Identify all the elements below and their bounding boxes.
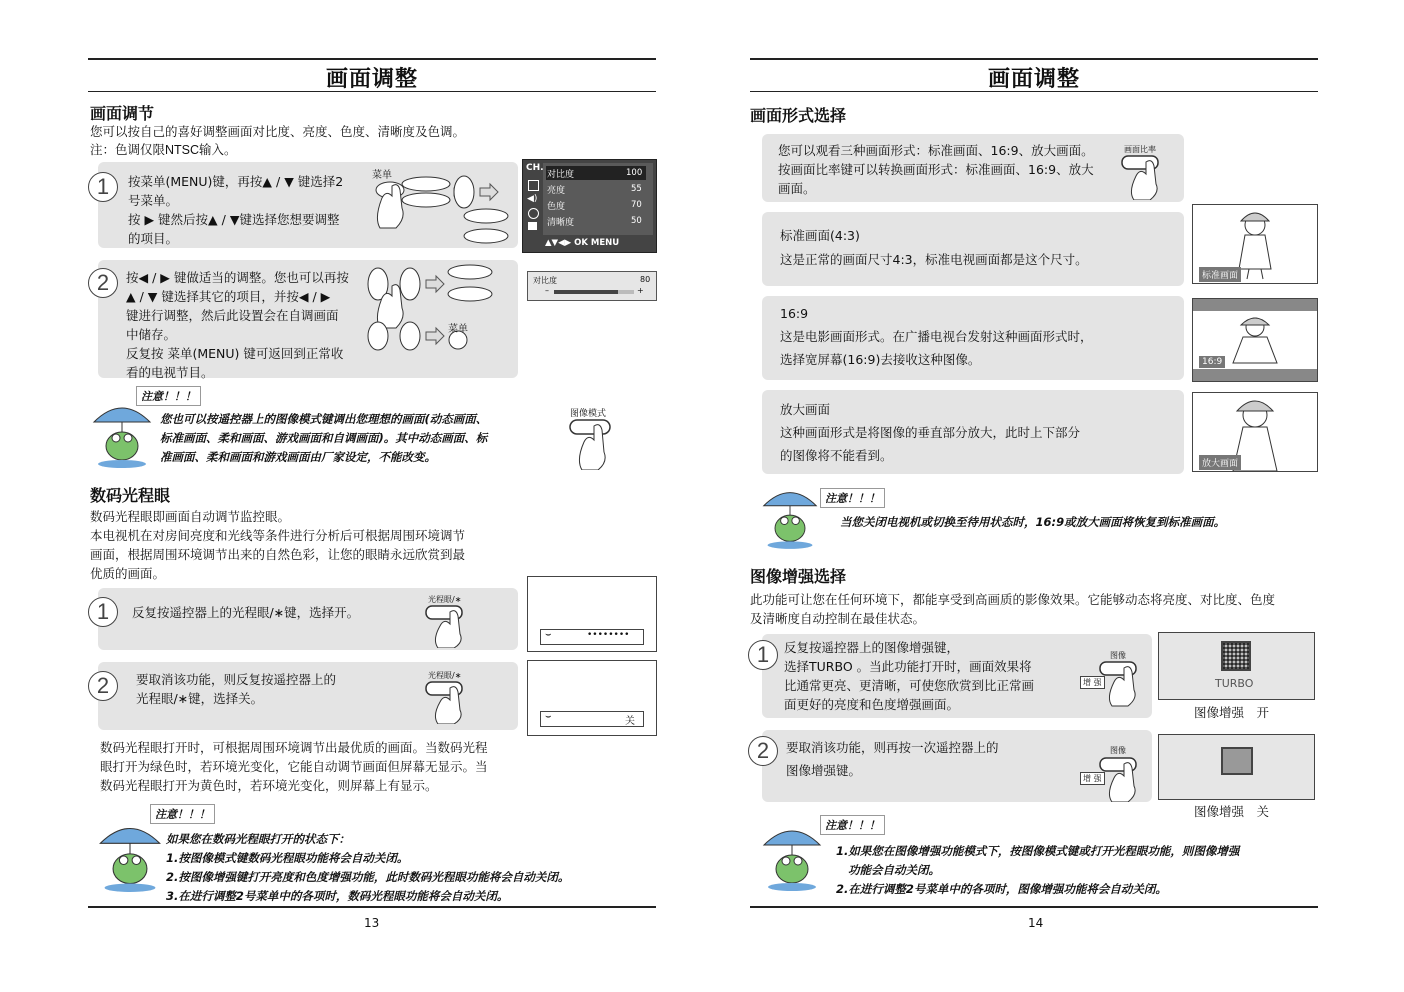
section-heading-light-eye: 数码光程眼 [90, 486, 171, 505]
osd-bar-minus: – [545, 286, 549, 295]
step-number-1: 1 [88, 597, 118, 627]
osd-row-value: 55 [631, 184, 642, 194]
section-heading-enhance: 图像增强选择 [750, 567, 847, 586]
step-number-2: 2 [88, 671, 118, 701]
remote-hand-icon [366, 264, 518, 354]
turbo-screen-text: TURBO [1215, 677, 1254, 690]
menu-button-label: 菜单 [448, 324, 468, 335]
note-tag: 注意！！！ [150, 804, 215, 824]
enhance-step2-text: 要取消该功能，则再按一次遥控器上的 图像增强键。 [786, 740, 999, 778]
step2-text: 按◀ / ▶ 键做适当的调整。您也可以再按 ▲ / ▼ 键选择其它的项目，并按◀ / ▶ 键进行调整，然后此设置会在自调画面 中储存。 反复按 菜单(MENU) 键可返回到正常收 看的电视节目。 [126, 270, 349, 380]
aspect-mode-desc: 这是电影画面形式。在广播电视台发射这种画面形式时， 选择宽屏幕(16:9)去接收这种图像。 [780, 329, 1093, 367]
aspect-button-label: 画面比率 [1124, 145, 1156, 154]
letterbox-bottom [1193, 369, 1317, 381]
osd-row-name: 对比度 [547, 170, 575, 180]
enhance-off-icon [1221, 747, 1253, 775]
light-eye-intro: 数码光程眼即画面自动调节监控眼。 本电视机在对房间亮度和光线等条件进行分析后可根据周围环境调节 画面，根据周围环境调节出来的自然色彩，让您的眼睛永远欣赏到最 优质的画面。 [90, 509, 466, 581]
aspect-intro-text: 您可以观看三种画面形式：标准画面、16:9、放大画面。 按画面比率键可以转换画面形式：标准画面、16:9、放大 画面。 [778, 143, 1094, 196]
picture-mode-button-label: 图像模式 [570, 409, 607, 419]
osd-row-value: 100 [626, 168, 643, 178]
osd-bar-name: 对比度 [533, 276, 557, 285]
note-tag: 注意！！！ [136, 386, 201, 406]
light-eye-step2-text: 要取消该功能，则反复按遥控器上的 光程眼/∗键，选择关。 [136, 672, 337, 706]
light-eye-icon: ⌣ [545, 629, 552, 640]
osd-row-name: 清晰度 [547, 218, 575, 228]
section-heading-aspect: 画面形式选择 [750, 106, 847, 125]
remote-hand-icon [368, 168, 518, 246]
aspect-mode-box [762, 212, 1184, 286]
enhance-button-top-label: 图像 [1110, 746, 1126, 755]
osd-bar-value: 80 [640, 275, 651, 284]
turbo-icon [1221, 641, 1251, 671]
enhance-button-icon [1098, 756, 1150, 802]
step-number-2: 2 [748, 736, 778, 766]
aspect-preview-tag: 标准画面 [1199, 267, 1241, 282]
aspect-preview-wide [1192, 298, 1318, 382]
aspect-preview-tag: 放大画面 [1199, 455, 1241, 470]
osd-bar-fill [554, 290, 618, 294]
aspect-button-icon [1120, 154, 1172, 200]
intro-note-line: 注：色调仅限NTSC输入。 [90, 143, 237, 157]
aspect-preview-zoom [1192, 392, 1318, 472]
light-eye-button-icon [424, 604, 476, 648]
aspect-mode-title: 16:9 [780, 306, 809, 321]
section-heading-picture-adjust: 画面调节 [90, 104, 155, 123]
step-number-1: 1 [748, 640, 778, 670]
note-tag: 注意！！！ [820, 488, 885, 508]
letterbox-top [1193, 299, 1317, 311]
menu-button-label: 菜单 [372, 170, 392, 181]
osd-clock-icon [528, 208, 539, 219]
osd-picture-icon [528, 180, 539, 191]
intro-line: 您可以按自己的喜好调整画面对比度、亮度、色度、清晰度及色调。 [90, 124, 466, 139]
enhance-button-top-label: 图像 [1110, 651, 1126, 660]
light-eye-button-label: 光程眼/∗ [428, 671, 462, 680]
osd-row-value: 50 [631, 216, 642, 226]
osd-lock-icon [528, 222, 537, 230]
frog-umbrella-icon [760, 822, 824, 892]
aspect-preview-tag: 16:9 [1199, 356, 1225, 368]
frog-umbrella-icon [96, 820, 164, 892]
page-number: 14 [1028, 916, 1044, 930]
enhance-button-side-label: 增 强 [1080, 772, 1105, 785]
note-text: 您也可以按遥控器上的图像模式键调出您理想的画面(动态画面、 标准画面、柔和画面、游戏画面和自调画面)。其中动态画面、标 准画面、柔和画面和游戏画面由厂家设定，不能改变。 [160, 412, 488, 464]
osd-screen [527, 660, 657, 736]
osd-footer: ▲▼◀▶ OK MENU [545, 238, 620, 248]
left-page-title: 画面调整 [325, 67, 418, 92]
note-text: 1.如果您在图像增强功能模式下，按图像模式键或打开光程眼功能，则图像增强 功能会自动关闭。 2.在进行调整2号菜单中的各项时，图像增强功能将会自动关闭。 [836, 844, 1240, 896]
osd-row-name: 色度 [547, 202, 566, 212]
enhance-button-side-label: 增 强 [1080, 676, 1105, 689]
note-text: 如果您在数码光程眼打开的状态下： 1.按图像模式键数码光程眼功能将会自动关闭。 2.按图像增强键打开亮度和色度增强功能，此时数码光程眼功能将会自动关闭。 3.在进行调整2号菜单中的各项时，数码光程眼功能将会自动关闭。 [166, 832, 570, 903]
light-eye-description: 数码光程眼打开时，可根据周围环境调节出最优质的画面。当数码光程 眼打开为绿色时，若环境光变化，它能自动调节画面但屏幕无显示。当 数码光程眼打开为黄色时，若环境光变化，则屏幕上有显示。 [100, 740, 488, 793]
frog-umbrella-icon [760, 484, 820, 550]
light-eye-button-label: 光程眼/∗ [428, 595, 462, 604]
osd-status-value: •••••••• [587, 630, 630, 640]
osd-menu [522, 159, 657, 253]
note-text: 当您关闭电视机或切换至待用状态时，16:9或放大画面将恢复到标准画面。 [840, 515, 1226, 529]
page-number: 13 [364, 916, 380, 930]
aspect-preview-standard [1192, 204, 1318, 284]
enhance-preview-on [1158, 632, 1315, 700]
aspect-mode-title: 放大画面 [780, 402, 831, 417]
light-eye-step1-text: 反复按遥控器上的光程眼/∗键，选择开。 [132, 605, 360, 620]
osd-bar-plus: + [637, 286, 644, 295]
osd-channel-icon: CH. [526, 163, 544, 173]
osd-status-value: 关 [625, 716, 635, 727]
aspect-mode-desc: 这种画面形式是将图像的垂直部分放大，此时上下部分 的图像将不能看到。 [780, 425, 1081, 463]
enhance-preview-off [1158, 734, 1315, 800]
enhance-caption-off: 图像增强 关 [1194, 804, 1270, 819]
osd-row-name: 亮度 [547, 186, 566, 196]
right-page-title: 画面调整 [987, 67, 1080, 92]
osd-row-value: 70 [631, 200, 642, 210]
note-tag: 注意！！！ [820, 815, 885, 835]
osd-bar-track [554, 290, 634, 294]
step-number-2: 2 [88, 268, 118, 298]
aspect-mode-title: 标准画面(4:3) [780, 228, 860, 243]
step-number-1: 1 [88, 172, 118, 202]
osd-status-bar [540, 629, 644, 645]
enhance-caption-on: 图像增强 开 [1194, 705, 1270, 720]
enhance-step1-text: 反复按遥控器上的图像增强键， 选择TURBO 。当此功能打开时，画面效果将 比通常更亮、更清晰，可使您欣赏到比正常画 面更好的亮度和色度增强画面。 [784, 640, 1035, 712]
light-eye-button-icon [424, 680, 476, 724]
step1-text: 按菜单(MENU)键，再按▲ / ▼ 键选择2 号菜单。 按 ▶ 键然后按▲ / ▼键选择您想要调整 的项目。 [128, 174, 344, 246]
osd-adjust-bar [527, 271, 657, 301]
light-eye-icon: ⌣ [545, 711, 552, 722]
picture-mode-button-icon [568, 418, 620, 470]
aspect-mode-desc: 这是正常的画面尺寸4:3，标准电视画面都是这个尺寸。 [780, 252, 1088, 267]
enhance-intro: 此功能可让您在任何环境下，都能享受到高画质的影像效果。它能够动态将亮度、对比度、色度 及清晰度自动控制在最佳状态。 [750, 592, 1276, 626]
osd-sound-icon: ◀) [527, 194, 538, 204]
frog-umbrella-icon [90, 400, 154, 468]
enhance-button-icon [1098, 660, 1150, 710]
osd-status-bar [540, 711, 644, 727]
osd-screen [527, 576, 657, 652]
cartoon-girl-image [1223, 313, 1287, 369]
